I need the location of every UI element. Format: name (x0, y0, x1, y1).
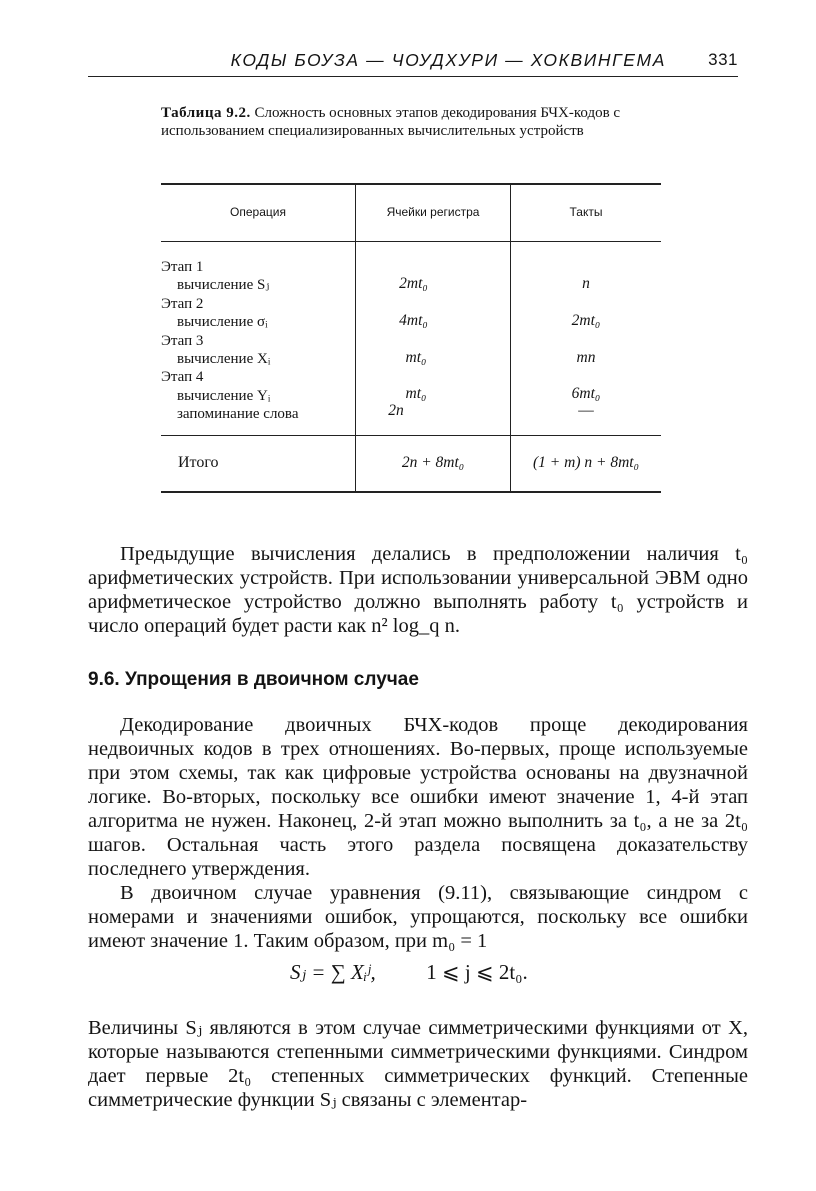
table-caption-label: Таблица 9.2. (161, 105, 251, 121)
table-cell-cycles-4: 6mt₀ (571, 385, 601, 402)
table-caption (161, 104, 661, 140)
table-cell-registers-4: mt₀ (405, 385, 427, 402)
table-row-op-5: запоминание слова (177, 406, 299, 423)
table-row-op-2: вычисление σᵢ (177, 314, 268, 331)
table-row-step-1: Этап 1 (161, 259, 204, 275)
table-cell-cycles-3: mn (576, 349, 596, 366)
running-header (88, 50, 738, 77)
table-total-cycles: (1 + m) n + 8mt₀ (533, 454, 639, 471)
table-cell-registers-3: mt₀ (405, 349, 427, 366)
table-header-operation: Операция (230, 205, 286, 219)
table-header-register-cells: Ячейки регистра (386, 205, 480, 219)
table-bottom-rule (161, 491, 661, 493)
formula-syndrome-sum: Sⱼ = ∑ Xᵢʲ, (290, 960, 376, 984)
table-total-registers: 2n + 8mt₀ (401, 454, 465, 471)
table-row-op-1: вычисление Sⱼ (177, 277, 270, 294)
paragraph-arithmetic-units (88, 542, 748, 638)
section-body (88, 713, 748, 953)
running-title: КОДЫ БОУЗА — ЧОУДХУРИ — ХОКВИНГЕМА (230, 50, 666, 70)
table-header-rule (161, 241, 661, 242)
paragraph-1: Предыдущие вычисления делались в предположении наличия t₀ арифметических устройств. При использовании универсальной ЭВМ одно арифметическое устройство должно выполнять работу t₀ устройств и число операций будет расти как n² log_q n. (88, 543, 748, 637)
paragraph-4: Величины Sⱼ являются в этом случае симметрическими функциями от X, которые называются степенными симметрическими функциями. Синдром дает первые 2t₀ степенных симметрических функций. Степенные симметрические функции Sⱼ связаны с элементар- (88, 1017, 748, 1111)
table-cell-cycles-2: 2mt₀ (571, 312, 601, 329)
table-header-cycles: Такты (569, 205, 603, 219)
table-caption-text: Сложность основных этапов декодирования БЧХ-кодов с использованием специализированных вычислительных устройств (161, 105, 621, 139)
table-cell-registers-1: 2mt₀ (399, 275, 428, 292)
display-formula (290, 960, 528, 985)
table-operations-column (161, 258, 298, 424)
table-row-step-4: Этап 4 (161, 369, 204, 386)
table-top-rule (161, 183, 661, 185)
table-row-step-2: Этап 2 (161, 295, 204, 312)
table-total-rule (161, 435, 661, 436)
table-col-divider-1 (355, 183, 356, 492)
table-row-op-3: вычисление Xᵢ (177, 351, 271, 368)
table-cell-cycles-1: n (582, 275, 590, 292)
page-number: 331 (708, 50, 738, 69)
table-cell-registers-5: 2n (388, 402, 404, 419)
table-row-op-4: вычисление Yᵢ (177, 387, 271, 404)
table-row-step-3: Этап 3 (161, 332, 204, 349)
paragraph-symmetric-functions (88, 1016, 748, 1112)
table-total-label: Итого (178, 454, 219, 471)
paragraph-3: В двоичном случае уравнения (9.11), связывающие синдром с номерами и значениями ошибок, упрощаются, поскольку все ошибки имеют значение 1. Таким образом, при m₀ = 1 (88, 882, 748, 952)
formula-range: 1 ⩽ j ⩽ 2t₀. (426, 960, 528, 984)
section-title: 9.6. Упрощения в двоичном случае (88, 669, 419, 690)
table-cell-cycles-5: — (578, 402, 594, 419)
paragraph-2: Декодирование двоичных БЧХ-кодов проще декодирования недвоичных кодов в трех отношениях. Во-первых, проще используемые при этом схемы, так как цифровые устройства основаны на двузначной логике. Во-вторых, поскольку все ошибки имеют значение 1, 4-й этап алгоритма не нужен. Наконец, 2-й этап можно выполнить за t₀, а не за 2t₀ шагов. Остальная часть этого раздела посвящена доказательству последнего утверждения. (88, 714, 748, 880)
table-cell-registers-2: 4mt₀ (399, 312, 428, 329)
table-col-divider-2 (510, 183, 511, 492)
